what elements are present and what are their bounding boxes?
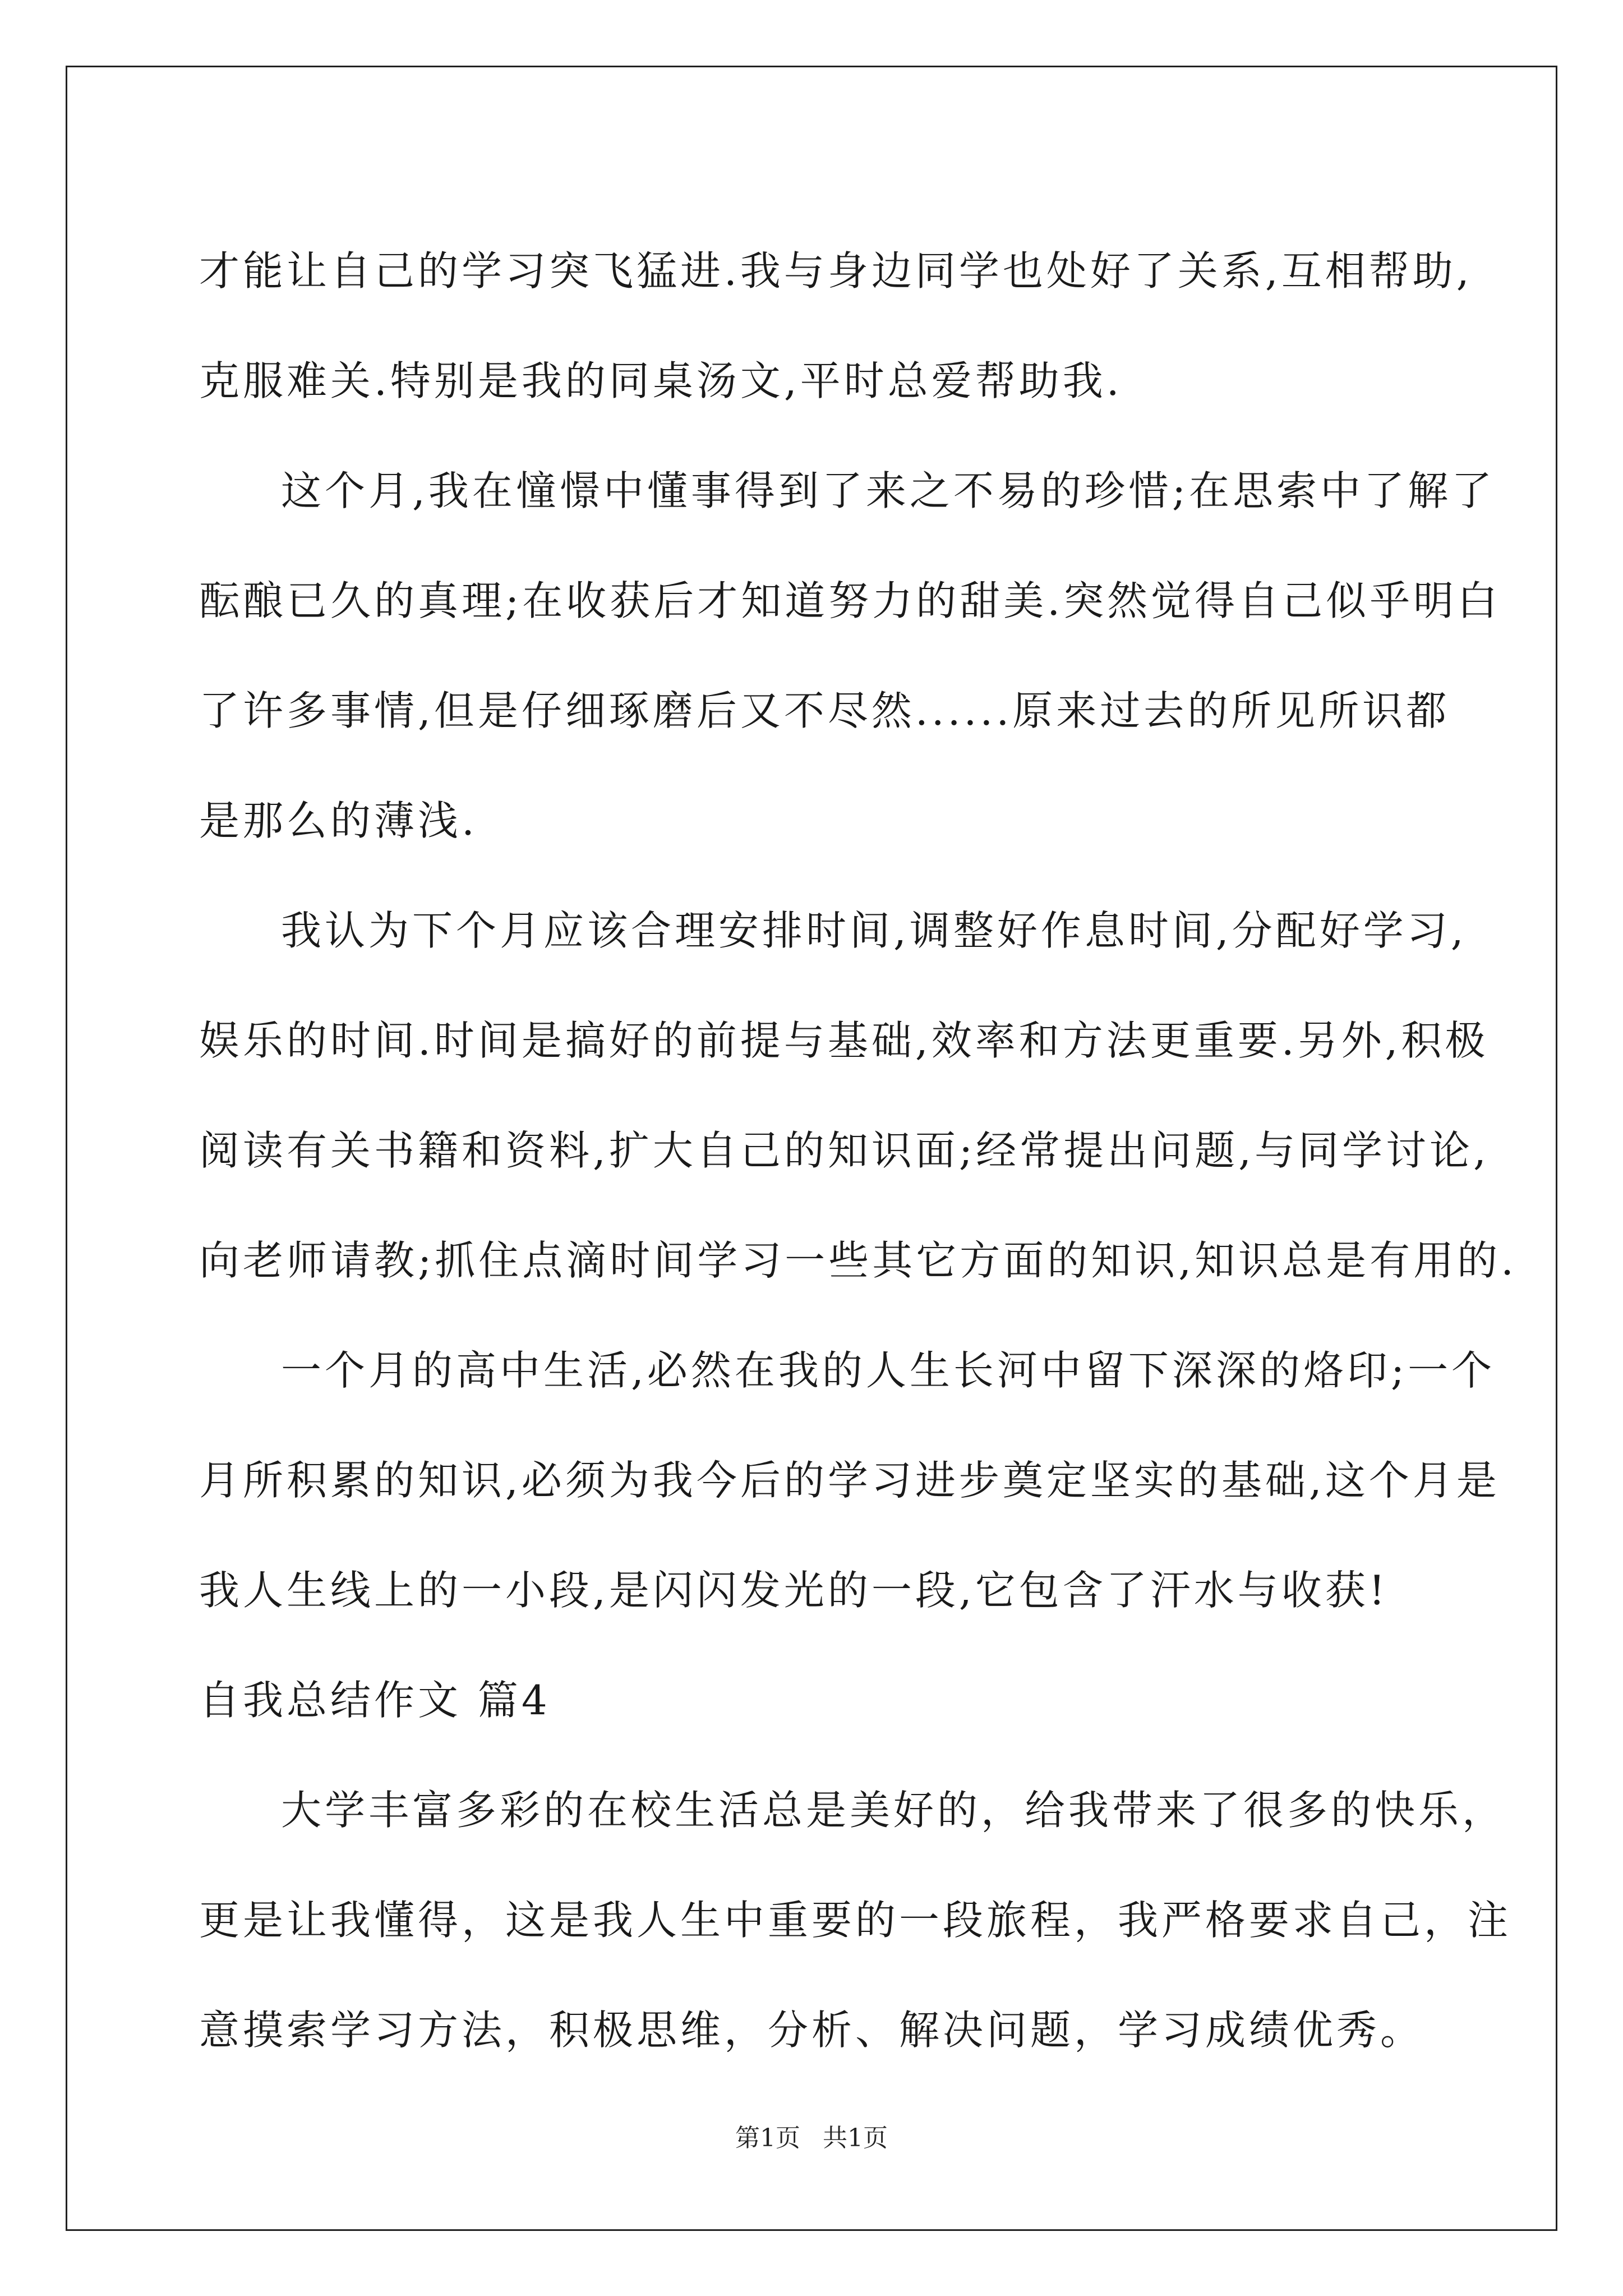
text-line: 了许多事情,但是仔细琢磨后又不尽然......原来过去的所见所识都 [199, 687, 1450, 734]
text-line: 娱乐的时间.时间是搞好的前提与基础,效率和方法更重要.另外,积极 [199, 1017, 1489, 1064]
page-number: 第1页 [735, 2124, 800, 2152]
text-line: 我认为下个月应该合理安排时间,调整好作息时间,分配好学习, [281, 907, 1467, 954]
text-line: 大学丰富多彩的在校生活总是美好的，给我带来了很多的快乐， [281, 1787, 1506, 1834]
text-line: 向老师请教;抓住点滴时间学习一些其它方面的知识,知识总是有用的. [199, 1237, 1518, 1284]
text-line: 酝酿已久的真理;在收获后才知道努力的甜美.突然觉得自己似乎明白 [199, 577, 1501, 624]
text-line: 意摸索学习方法，积极思维，分析、解决问题，学习成绩优秀。 [199, 2007, 1424, 2054]
section-heading: 自我总结作文 篇4 [199, 1677, 551, 1724]
document-body [199, 216, 1518, 2085]
text-line: 阅读有关书籍和资料,扩大自己的知识面;经常提出问题,与同学讨论, [199, 1127, 1490, 1174]
paragraph [199, 1315, 1500, 1645]
text-line: 更是让我懂得，这是我人生中重要的一段旅程，我严格要求自己，注 [199, 1897, 1512, 1944]
text-line: 这个月,我在憧憬中懂事得到了来之不易的珍惜;在思索中了解了 [281, 467, 1496, 514]
paragraph [199, 436, 1501, 876]
paragraph [199, 1755, 1512, 2085]
paragraph [199, 876, 1518, 1315]
paragraph [199, 216, 1473, 436]
text-line: 是那么的薄浅. [199, 797, 478, 844]
text-line: 我人生线上的一小段,是闪闪发光的一段,它包含了汗水与收获! [199, 1567, 1389, 1614]
page-footer [0, 2118, 1623, 2154]
text-line: 克服难关.特别是我的同桌汤文,平时总爱帮助我. [199, 357, 1123, 404]
text-line: 才能让自己的学习突飞猛进.我与身边同学也处好了关系,互相帮助, [199, 247, 1473, 295]
text-line: 月所积累的知识,必须为我今后的学习进步奠定坚实的基础,这个月是 [199, 1457, 1500, 1504]
page-total: 共1页 [823, 2124, 888, 2152]
text-line: 一个月的高中生活,必然在我的人生长河中留下深深的烙印;一个 [281, 1347, 1496, 1394]
